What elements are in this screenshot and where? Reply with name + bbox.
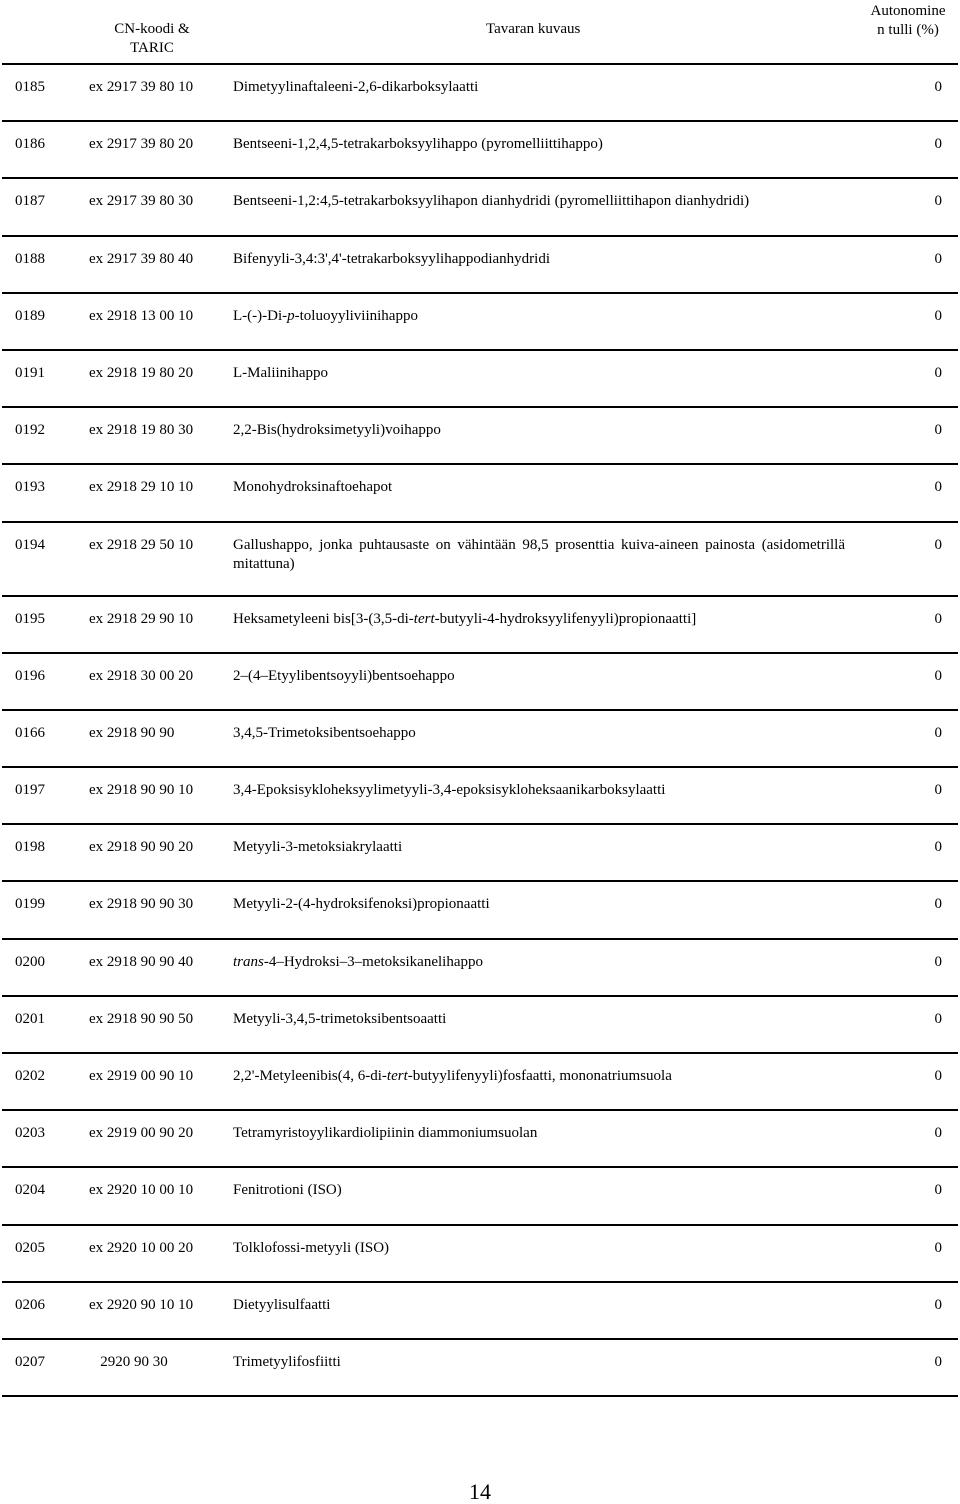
order-number: 0204: [15, 1182, 45, 1199]
table-row: [2, 597, 958, 654]
order-number: 0202: [15, 1068, 45, 1084]
table-row: [2, 654, 958, 711]
order-number: 0186: [15, 136, 45, 153]
order-number: 0206: [15, 1296, 45, 1313]
duty-rate: 0: [934, 1353, 942, 1370]
goods-description: Dimetyylinaftaleeni-2,6-dikarboksylaatti: [233, 79, 479, 95]
goods-description: 2–(4–Etyylibentsoyyli)bentsoehappo: [233, 667, 455, 684]
table-row: [2, 465, 958, 522]
cn-code: ex 2918 90 90 20: [89, 839, 194, 856]
duty-rate: 0: [934, 1125, 942, 1142]
duty-rate: 0: [934, 307, 942, 324]
table-row: [2, 1168, 958, 1225]
goods-description: Monohydroksinaftoehapot: [233, 479, 393, 496]
table-row: [2, 940, 958, 997]
goods-description: 3,4-Epoksisykloheksyylimetyyli-3,4-epoksisykloheksaanikarboksylaatti: [233, 782, 666, 799]
cn-code: ex 2917 39 80 20: [89, 136, 194, 153]
table-row: [2, 1226, 958, 1283]
duty-rate: 0: [934, 953, 942, 970]
order-number: 0196: [15, 667, 45, 684]
goods-description: Bentseeni-1,2,4,5-tetrakarboksyylihappo (pyromelliittihappo): [233, 136, 603, 153]
goods-description: Tetramyristoyylikardiolipiinin diammoniumsuolan: [233, 1125, 538, 1142]
goods-description: Bentseeni-1,2:4,5-tetrakarboksyylihapon dianhydridi (pyromelliittihapon dianhydridi): [233, 193, 750, 210]
italic-prefix: trans: [233, 953, 264, 970]
order-number: 0166: [15, 724, 45, 741]
description-part: -butyylifenyyli)fosfaatti, mononatriumsuola: [407, 1068, 672, 1084]
order-number: 0199: [15, 896, 45, 913]
order-number: 0207: [15, 1353, 45, 1370]
goods-description: [233, 610, 845, 629]
duty-rate: 0: [934, 724, 942, 741]
header-cn-code: [100, 20, 204, 58]
order-number: 0185: [15, 79, 45, 95]
goods-description: [233, 953, 845, 972]
header-rate-line1: Autonomine: [870, 3, 946, 19]
cn-code: ex 2917 39 80 10: [89, 79, 194, 95]
duty-rate: 0: [934, 1010, 942, 1027]
goods-description: Bifenyyli-3,4:3',4'-tetrakarboksyylihappodianhydridi: [233, 250, 551, 267]
description-part: L-(-)-Di-: [233, 307, 288, 324]
cn-code: ex 2918 90 90 10: [89, 782, 194, 799]
cn-code: ex 2920 10 00 20: [89, 1239, 194, 1256]
table-row: [2, 122, 958, 179]
table-row: [2, 65, 958, 122]
cn-code: ex 2919 00 90 10: [89, 1068, 194, 1084]
table-row: [2, 1340, 958, 1397]
italic-prefix: p: [287, 307, 295, 324]
order-number: 0201: [15, 1010, 45, 1027]
duty-rate: 0: [934, 839, 942, 856]
table-row: [2, 882, 958, 939]
order-number: 0195: [15, 610, 45, 627]
tariff-table-body: [2, 65, 958, 1397]
table-row: [2, 351, 958, 408]
duty-rate: 0: [934, 1296, 942, 1313]
table-row: [2, 997, 958, 1054]
goods-description: Dietyylisulfaatti: [233, 1296, 331, 1313]
table-row: [2, 523, 958, 597]
table-row: [2, 711, 958, 768]
description-part: Heksametyleeni bis[3-(3,5-di-: [233, 610, 414, 627]
cn-code: ex 2918 19 80 20: [89, 364, 194, 381]
description-part: 2,2'-Metyleenibis(4, 6-di-: [233, 1068, 387, 1084]
order-number: 0193: [15, 479, 45, 496]
cn-code: ex 2919 00 90 20: [89, 1125, 194, 1142]
table-row: [2, 408, 958, 465]
table-row: [2, 294, 958, 351]
order-number: 0191: [15, 364, 45, 381]
order-number: 0192: [15, 422, 45, 439]
goods-description: 3,4,5-Trimetoksibentsoehappo: [233, 724, 416, 741]
duty-rate: 0: [934, 479, 942, 496]
duty-rate: 0: [934, 1182, 942, 1199]
duty-rate: 0: [934, 896, 942, 913]
description-part: -toluoyyliviinihappo: [294, 307, 418, 324]
cn-code: ex 2918 90 90 30: [89, 896, 194, 913]
order-number: 0203: [15, 1125, 45, 1142]
duty-rate: 0: [934, 422, 942, 439]
cn-code: ex 2918 30 00 20: [89, 667, 194, 684]
duty-rate: 0: [934, 250, 942, 267]
duty-rate: 0: [934, 536, 942, 553]
cn-code: ex 2918 29 90 10: [89, 610, 194, 627]
order-number: 0200: [15, 953, 45, 970]
goods-description: 2,2-Bis(hydroksimetyyli)voihappo: [233, 422, 441, 439]
cn-code: ex 2918 29 50 10: [89, 536, 194, 553]
order-number: 0198: [15, 839, 45, 856]
goods-description: [233, 1067, 845, 1086]
order-number: 0189: [15, 307, 45, 324]
duty-rate: 0: [934, 1239, 942, 1256]
header-cn-line2: TARIC: [130, 40, 174, 56]
duty-rate: 0: [934, 193, 942, 210]
order-number: 0187: [15, 193, 45, 210]
header-duty-rate: [860, 2, 956, 40]
duty-rate: 0: [934, 136, 942, 153]
goods-description: Trimetyylifosfiitti: [233, 1353, 341, 1370]
goods-description: Gallushappo, jonka puhtausaste on vähintään 98,5 prosenttia kuiva-aineen painosta (asidometrillä mitattuna): [233, 536, 845, 572]
cn-code: ex 2918 90 90 50: [89, 1010, 194, 1027]
duty-rate: 0: [934, 667, 942, 684]
table-row: [2, 179, 958, 236]
order-number: 0194: [15, 536, 45, 553]
order-number: 0205: [15, 1239, 45, 1256]
goods-description: Metyyli-3,4,5-trimetoksibentsoaatti: [233, 1010, 447, 1027]
cn-code: ex 2920 90 10 10: [89, 1296, 194, 1313]
cn-code: ex 2918 90 90 40: [89, 953, 194, 970]
duty-rate: 0: [934, 79, 942, 95]
goods-description: [233, 307, 845, 326]
header-rate-line2: n tulli (%): [877, 22, 939, 38]
description-part: -4–Hydroksi–3–metoksikanelihappo: [263, 953, 483, 970]
page-number: 14: [469, 1479, 491, 1504]
goods-description: Fenitrotioni (ISO): [233, 1182, 342, 1199]
italic-prefix: tert: [413, 610, 435, 627]
duty-rate: 0: [934, 364, 942, 381]
cn-code: ex 2918 90 90: [89, 724, 175, 741]
goods-description: Metyyli-2-(4-hydroksifenoksi)propionaatti: [233, 896, 490, 913]
cn-code: ex 2917 39 80 40: [89, 250, 194, 267]
header-cn-line1: CN-koodi &: [114, 21, 190, 37]
table-row: [2, 1111, 958, 1168]
cn-code: ex 2918 13 00 10: [89, 307, 194, 324]
duty-rate: 0: [934, 1068, 942, 1084]
cn-code: ex 2917 39 80 30: [89, 193, 194, 210]
goods-description: L-Maliinihappo: [233, 364, 328, 381]
duty-rate: 0: [934, 782, 942, 799]
description-part: -butyyli-4-hydroksyylifenyyli)propionaatti]: [434, 610, 697, 627]
header-description: Tavaran kuvaus: [486, 21, 581, 37]
cn-code: 2920 90 30: [89, 1353, 168, 1370]
order-number: 0188: [15, 250, 45, 267]
italic-prefix: tert: [386, 1068, 408, 1084]
table-header: [2, 0, 958, 65]
table-row: [2, 1054, 958, 1111]
cn-code: ex 2920 10 00 10: [89, 1182, 194, 1199]
goods-description: Tolklofossi-metyyli (ISO): [233, 1239, 390, 1256]
table-row: [2, 825, 958, 882]
table-row: [2, 237, 958, 294]
goods-description: Metyyli-3-metoksiakrylaatti: [233, 839, 403, 856]
table-row: [2, 1283, 958, 1340]
cn-code: ex 2918 29 10 10: [89, 479, 194, 496]
duty-rate: 0: [934, 610, 942, 627]
cn-code: ex 2918 19 80 30: [89, 422, 194, 439]
order-number: 0197: [15, 782, 45, 799]
table-row: [2, 768, 958, 825]
